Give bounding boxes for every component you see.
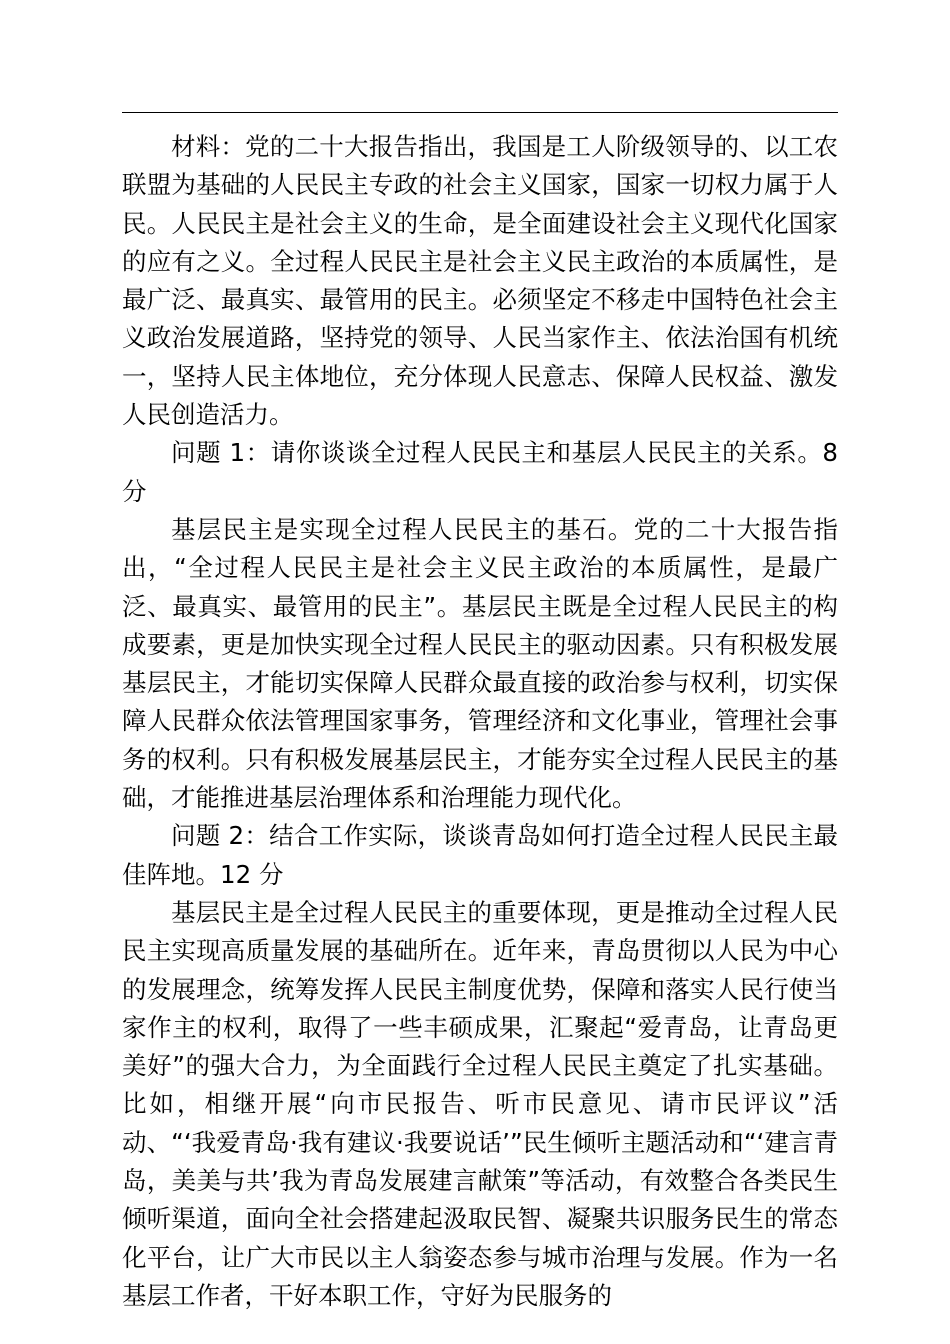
- header-rule: [122, 112, 838, 113]
- document-body: [122, 128, 838, 1315]
- answer-2: 基层民主是全过程人民民主的重要体现，更是推动全过程人民民主实现高质量发展的基础所在。近年来，青岛贯彻以人民为中心的发展理念，统筹发挥人民民主制度优势，保障和落实人民行使当家作主的权利，取得了一些丰硕成果，汇聚起“爱青岛，让青岛更美好”的强大合力，为全面践行全过程人民民主奠定了扎实基础。比如，相继开展“向市民报告、听市民意见、请市民评议”活动、“‘我爱青岛·我有建议·我要说话’”民生倾听主题活动和“‘建言青岛，美美与共’我为青岛发展建言献策”等活动，有效整合各类民生倾听渠道，面向全社会搭建起汲取民智、凝聚共识服务民生的常态化平台，让广大市民以主人翁姿态参与城市治理与发展。作为一名基层工作者，干好本职工作，守好为民服务的: [122, 897, 838, 1310]
- question-1: 问题 1：请你谈谈全过程人民民主和基层人民民主的关系。8 分: [122, 438, 838, 506]
- answer-1: 基层民主是实现全过程人民民主的基石。党的二十大报告指出，“全过程人民民主是社会主义民主政治的本质属性，是最广泛、最真实、最管用的民主”。基层民主既是全过程人民民主的构成要素，更是加快实现全过程人民民主的驱动因素。只有积极发展基层民主，才能切实保障人民群众最直接的政治参与权利，切实保障人民群众依法管理国家事务，管理经济和文化事业，管理社会事务的权利。只有积极发展基层民主，才能夯实全过程人民民主的基础，才能推进基层治理体系和治理能力现代化。: [122, 514, 838, 813]
- material-paragraph: 材料：党的二十大报告指出，我国是工人阶级领导的、以工农联盟为基础的人民民主专政的社会主义国家，国家一切权力属于人民。人民民主是社会主义的生命，是全面建设社会主义现代化国家的应有之义。全过程人民民主是社会主义民主政治的本质属性，是最广泛、最真实、最管用的民主。必须坚定不移走中国特色社会主义政治发展道路，坚持党的领导、人民当家作主、依法治国有机统一，坚持人民主体地位，充分体现人民意志、保障人民权益、激发人民创造活力。: [122, 132, 838, 430]
- question-2: 问题 2：结合工作实际，谈谈青岛如何打造全过程人民民主最佳阵地。12 分: [122, 821, 838, 889]
